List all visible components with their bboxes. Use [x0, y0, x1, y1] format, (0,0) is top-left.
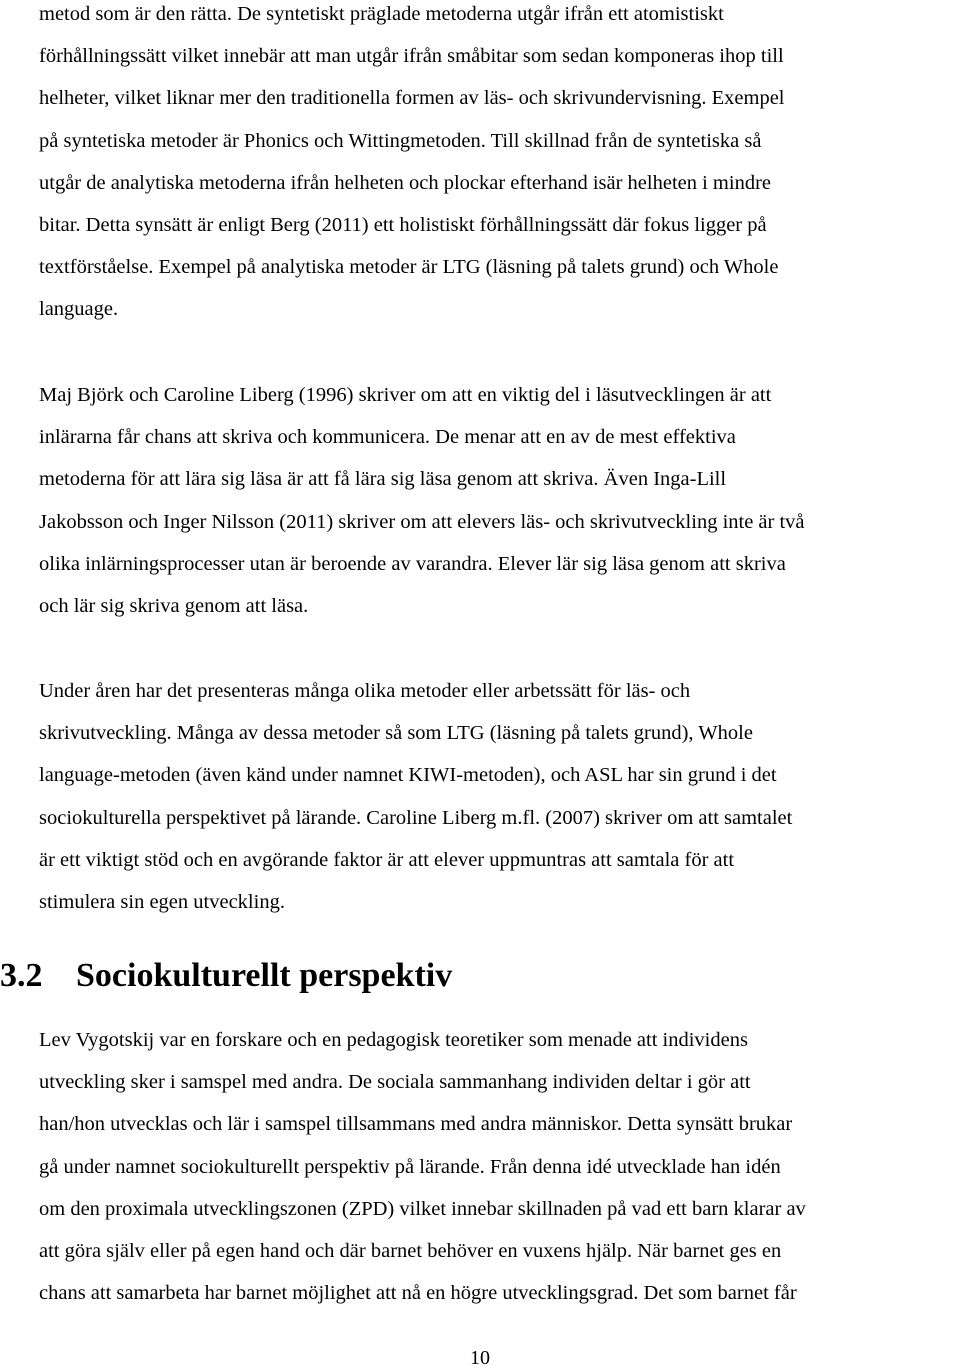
text-line: textförståelse. Exempel på analytiska metoder är LTG (läsning på talets grund) och Whole: [39, 256, 779, 279]
text-line: metoderna för att lära sig läsa är att få lära sig läsa genom att skriva. Även Inga-Lill: [39, 468, 727, 491]
text-line: och lär sig skriva genom att läsa.: [39, 594, 309, 617]
text-line: metod som är den rätta. De syntetiskt präglade metoderna utgår ifrån ett atomistiskt: [39, 3, 724, 25]
text-line: bitar. Detta synsätt är enligt Berg (2011) ett holistiskt förhållningssätt där fokus ligger på: [39, 213, 767, 236]
text-line: att göra själv eller på egen hand och där barnet behöver en vuxens hjälp. När barnet ges en: [39, 1239, 782, 1262]
text-line: förhållningssätt vilket innebär att man utgår ifrån småbitar som sedan komponeras ihop till: [39, 45, 784, 68]
page-number: 10: [470, 1347, 490, 1369]
text-line: Lev Vygotskij var en forskare och en pedagogisk teoretiker som menade att individens: [39, 1029, 748, 1051]
paragraph-vygotskij: [39, 1019, 806, 1314]
text-line: gå under namnet sociokulturellt perspektiv på lärande. Från denna idé utvecklade han idén: [39, 1155, 781, 1178]
section-number: 3.2: [0, 957, 43, 994]
text-line: sociokulturella perspektivet på lärande. Caroline Liberg m.fl. (2007) skriver om att samtalet: [39, 806, 793, 829]
text-line: om den proximala utvecklingszonen (ZPD) vilket innebar skillnaden på vad ett barn klarar av: [39, 1197, 806, 1220]
text-line: skrivutveckling. Många av dessa metoder så som LTG (läsning på talets grund), Whole: [39, 722, 753, 745]
text-line: language.: [39, 298, 119, 321]
paragraph-methods-overview: [39, 670, 792, 923]
text-line: utveckling sker i samspel med andra. De sociala sammanhang individen deltar i gör att: [39, 1071, 751, 1094]
text-line: helheter, vilket liknar mer den traditionella formen av läs- och skrivundervisning. Exempel: [39, 87, 785, 110]
text-line: Under åren har det presenteras många olika metoder eller arbetssätt för läs- och: [39, 680, 691, 702]
text-line: olika inlärningsprocesser utan är beroende av varandra. Elever lär sig läsa genom att skriva: [39, 552, 786, 575]
text-line: utgår de analytiska metoderna ifrån helheten och plockar efterhand isär helheten i mindre: [39, 171, 771, 194]
text-line: Jakobsson och Inger Nilsson (2011) skriver om att elevers läs- och skrivutveckling inte är två: [39, 510, 805, 533]
text-line: language-metoden (även känd under namnet KIWI-metoden), och ASL har sin grund i det: [39, 764, 777, 787]
text-line: inlärarna får chans att skriva och kommunicera. De menar att en av de mest effektiva: [39, 426, 736, 449]
text-line: är ett viktigt stöd och en avgörande faktor är att elever uppmuntras att samtala för att: [39, 848, 735, 871]
section-heading: [0, 952, 452, 1000]
text-line: han/hon utvecklas och lär i samspel tillsammans med andra människor. Detta synsätt brukar: [39, 1113, 793, 1136]
section-title: Sociokulturellt perspektiv: [76, 957, 453, 994]
text-line: Maj Björk och Caroline Liberg (1996) skriver om att en viktig del i läsutvecklingen är att: [39, 384, 772, 406]
text-line: på syntetiska metoder är Phonics och Wittingmetoden. Till skillnad från de syntetiska så: [39, 129, 762, 152]
paragraph-synthetic-analytic-methods: [39, 0, 785, 331]
text-line: chans att samarbeta har barnet möjlighet att nå en högre utvecklingsgrad. Det som barnet får: [39, 1282, 797, 1305]
paragraph-bjork-liberg: [39, 374, 805, 627]
text-line: stimulera sin egen utveckling.: [39, 890, 285, 913]
